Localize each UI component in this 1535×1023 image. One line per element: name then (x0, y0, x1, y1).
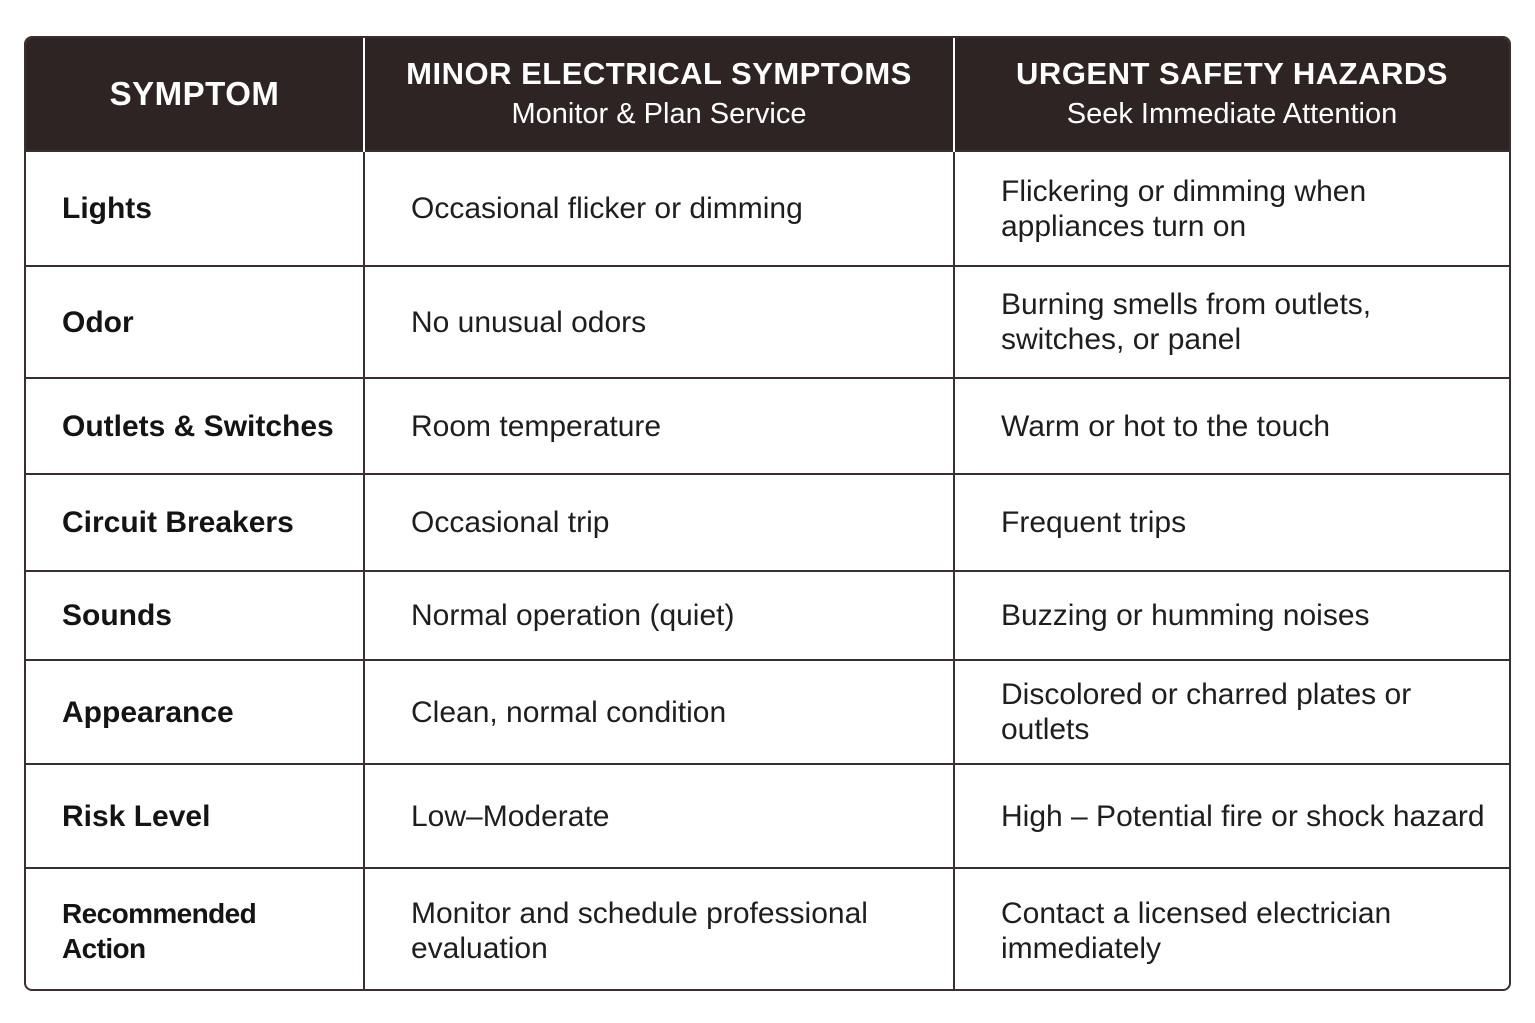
header-row (26, 38, 1509, 151)
table-row (26, 474, 1509, 571)
symptom-cell: Circuit Breakers (26, 474, 364, 571)
minor-cell: Normal operation (quiet) (364, 571, 954, 660)
symptom-cell: Outlets & Switches (26, 378, 364, 474)
comparison-table (24, 36, 1511, 991)
table-row (26, 151, 1509, 266)
minor-cell: Occasional trip (364, 474, 954, 571)
urgent-cell: High – Potential fire or shock hazard (954, 764, 1509, 868)
symptom-header-label: SYMPTOM (109, 75, 280, 112)
urgent-cell: Burning smells from outlets, switches, or panel (954, 266, 1509, 378)
urgent-cell: Discolored or charred plates or outlets (954, 660, 1509, 764)
minor-cell: Low–Moderate (364, 764, 954, 868)
urgent-cell: Flickering or dimming when appliances turn on (954, 151, 1509, 266)
symptom-cell: Recommended Action (26, 868, 364, 991)
urgent-cell: Warm or hot to the touch (954, 378, 1509, 474)
symptom-cell: Lights (26, 151, 364, 266)
table-header (26, 38, 1509, 151)
urgent-column-header (954, 38, 1509, 151)
table-row (26, 764, 1509, 868)
symptom-table (26, 38, 1509, 991)
table-row (26, 378, 1509, 474)
urgent-cell: Contact a licensed electrician immediately (954, 868, 1509, 991)
minor-cell: Monitor and schedule professional evaluation (364, 868, 954, 991)
table-row (26, 266, 1509, 378)
minor-cell: Occasional flicker or dimming (364, 151, 954, 266)
symptom-cell: Appearance (26, 660, 364, 764)
symptom-column-header (26, 38, 364, 151)
urgent-cell: Frequent trips (954, 474, 1509, 571)
minor-cell: Clean, normal condition (364, 660, 954, 764)
table-body (26, 151, 1509, 991)
minor-column-header (364, 38, 954, 151)
table-row (26, 571, 1509, 660)
symptom-cell: Odor (26, 266, 364, 378)
symptom-cell: Sounds (26, 571, 364, 660)
urgent-cell: Buzzing or humming noises (954, 571, 1509, 660)
table-row (26, 660, 1509, 764)
urgent-header-subtitle: Seek Immediate Attention (1066, 98, 1398, 130)
minor-header-title: MINOR ELECTRICAL SYMPTOMS (406, 56, 912, 91)
minor-cell: No unusual odors (364, 266, 954, 378)
table-row (26, 868, 1509, 991)
minor-cell: Room temperature (364, 378, 954, 474)
urgent-header-title: URGENT SAFETY HAZARDS (1016, 56, 1448, 91)
symptom-cell: Risk Level (26, 764, 364, 868)
minor-header-subtitle: Monitor & Plan Service (511, 98, 807, 130)
